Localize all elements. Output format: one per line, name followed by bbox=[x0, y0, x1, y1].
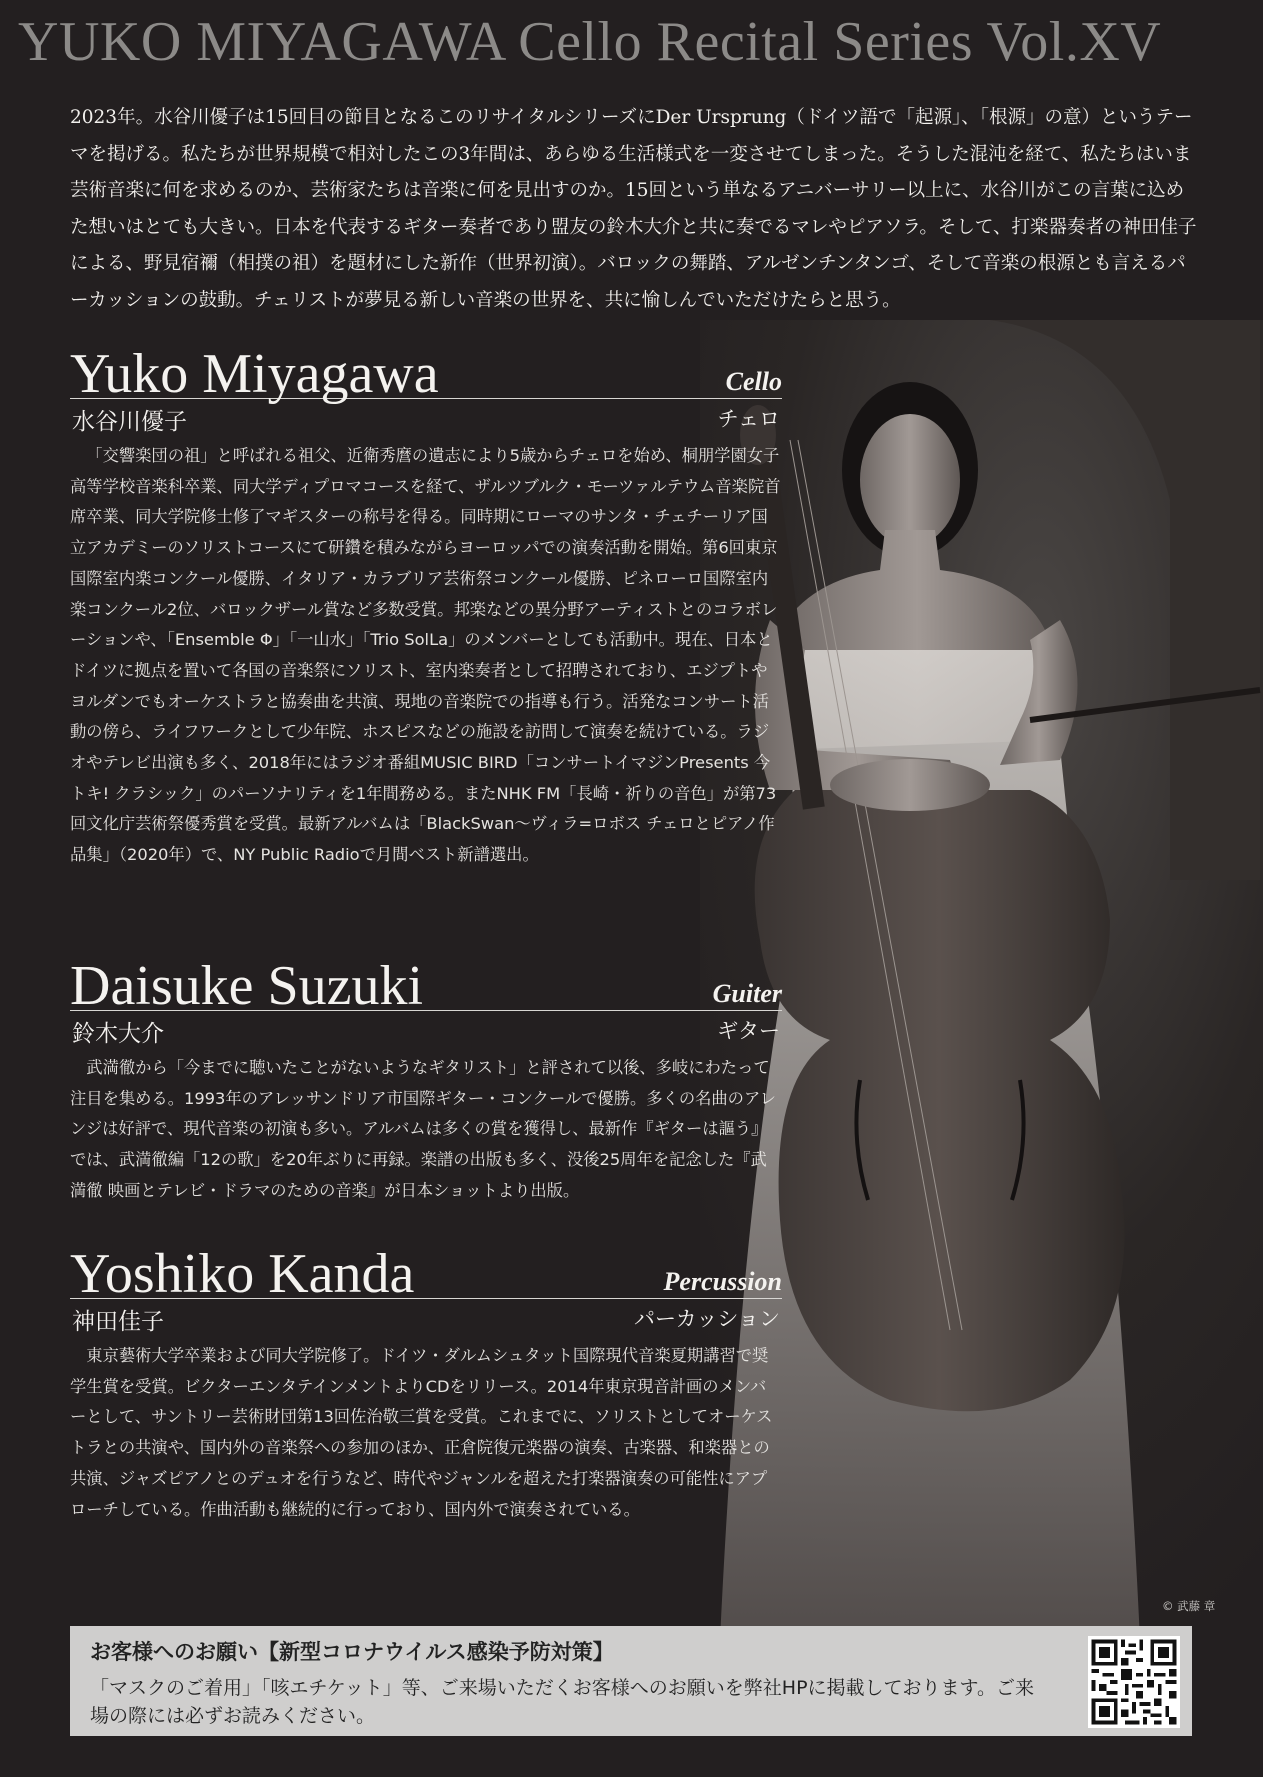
artist-header bbox=[70, 955, 782, 1017]
artist-role-en: Cello bbox=[725, 367, 782, 396]
artist-name-jp: 鈴木大介 bbox=[72, 1021, 164, 1047]
artist-role-jp: パーカッション bbox=[634, 1307, 780, 1331]
artist-role-jp: チェロ bbox=[717, 407, 780, 431]
artist-name-en: Yuko Miyagawa bbox=[70, 343, 439, 405]
artist-name-en: Yoshiko Kanda bbox=[70, 1243, 415, 1305]
artist-role-en: Guiter bbox=[712, 979, 782, 1008]
artist-header bbox=[70, 1243, 782, 1305]
artist-name-jp: 水谷川優子 bbox=[72, 409, 187, 435]
intro-text: 2023年。水谷川優子は15回目の節目となるこのリサイタルシリーズにDer Ursprung（ドイツ語で「起源」、「根源」の意）というテーマを掲げる。私たちが世界規模で相対したこの3年間は、あらゆる生活様式を一変させてしまった。そうした混沌を経て、私たちはいま芸術音楽に何を求めるのか、芸術家たちは音楽に何を見出すのか。15回という単なるアニバーサリー以上に、水谷川がこの言葉に込めた想いはとても大きい。日本を代表するギター奏者であり盟友の鈴木大介と共に奏でるマレやピアソラ。そして、打楽器奏者の神田佳子による、野見宿禰（相撲の祖）を題材にした新作（世界初演）。バロックの舞踏、アルゼンチンタンゴ、そして音楽の根源とも言えるパーカッションの鼓動。チェリストが夢見る新しい音楽の世界を、共に愉しんでいただけたらと思う。 bbox=[70, 107, 1197, 311]
cellist-photo bbox=[700, 320, 1263, 1640]
artist-header bbox=[70, 343, 782, 405]
notice-box bbox=[70, 1626, 1192, 1736]
notice-body: 「マスクのご着用」「咳エチケット」等、ご来場いただくお客様へのお願いを弊社HPに掲載しております。ご来場の際には必ずお読みください。 bbox=[90, 1677, 1035, 1727]
artist-bio: 東京藝術大学卒業および同大学院修了。ドイツ・ダルムシュタット国際現代音楽夏期講習で奨学生賞を受賞。ビクターエンタテインメントよりCDをリリース。2014年東京現音計画のメンバーとして、サントリー芸術財団第13回佐治敬三賞を受賞。これまでに、ソリストとしてオーケストラとの共演や、国内外の音楽祭への参加のほか、正倉院復元楽器の演奏、古楽器、和楽器との共演、ジャズピアノとのデュオを行うなど、時代やジャンルを超えた打楽器演奏の可能性にアプローチしている。作曲活動も継続的に行っており、国内外で演奏されている。 bbox=[70, 1346, 773, 1519]
artist-section bbox=[70, 343, 782, 871]
artist-bio: 武満徹から「今までに聴いたことがないようなギタリスト」と評されて以後、多岐にわたって注目を集める。1993年のアレッサンドリア市国際ギター・コンクールで優勝。多くの名曲のアレンジは好評で、現代音楽の初演も多い。アルバムは多くの賞を獲得し、最新作『ギターは謳う』では、武満徹編「12の歌」を20年ぶりに再録。楽譜の出版も多く、没後25周年を記念した『武満徹 映画とテレビ・ドラマのための音楽』が日本ショットより出版。 bbox=[70, 1058, 776, 1200]
photo-credit: © 武藤 章 bbox=[1162, 1599, 1216, 1613]
notice-title: お客様へのお願い【新型コロナウイルス感染予防対策】 bbox=[90, 1640, 614, 1664]
artist-name-en: Daisuke Suzuki bbox=[70, 955, 424, 1017]
artist-role-jp: ギター bbox=[717, 1019, 780, 1043]
artist-name-jp: 神田佳子 bbox=[72, 1309, 164, 1335]
page-title: YUKO MIYAGAWA Cello Recital Series Vol.XV bbox=[18, 11, 1162, 73]
artist-bio: 「交響楽団の祖」と呼ばれる祖父、近衛秀麿の遺志により5歳からチェロを始め、桐朋学園女子高等学校音楽科卒業、同大学ディプロマコースを経て、ザルツブルク・モーツァルテウム音楽院首席卒業、同大学院修士修了マギスターの称号を得る。同時期にローマのサンタ・チェチーリア国立アカデミーのソリストコースにて研鑽を積みながらヨーロッパでの演奏活動を開始。第6回東京国際室内楽コンクール優勝、イタリア・カラブリア芸術祭コンクール優勝、ピネローロ国際室内楽コンクール2位、バロックザール賞など多数受賞。邦楽などの異分野アーティストとのコラボレーションや、「Ensemble Φ」「一山水」「Trio SolLa」のメンバーとしても活動中。現在、日本とドイツに拠点を置いて各国の音楽祭にソリスト、室内楽奏者として招聘されており、エジプトやヨルダンでもオーケストラと協奏曲を共演、現地の音楽院での指導も行う。活発なコンサート活動の傍ら、ライフワークとして少年院、ホスピスなどの施設を訪問して演奏を続けている。ラジオやテレビ出演も多く、2018年にはラジオ番組MUSIC BIRD「コンサートイマジンPresents 今トキ! クラシック」のパーソナリティを1年間務める。またNHK FM「長崎・祈りの音色」が第73回文化庁芸術祭優秀賞を受賞。最新アルバムは「BlackSwan〜ヴィラ=ロボス チェロとピアノ作品集」（2020年）で、NY Public Radioで月間ベスト新譜選出。 bbox=[70, 446, 781, 865]
artist-role-en: Percussion bbox=[663, 1267, 782, 1296]
artist-section bbox=[70, 1243, 782, 1525]
qr-code-icon[interactable] bbox=[1088, 1636, 1180, 1728]
artist-section bbox=[70, 955, 782, 1207]
